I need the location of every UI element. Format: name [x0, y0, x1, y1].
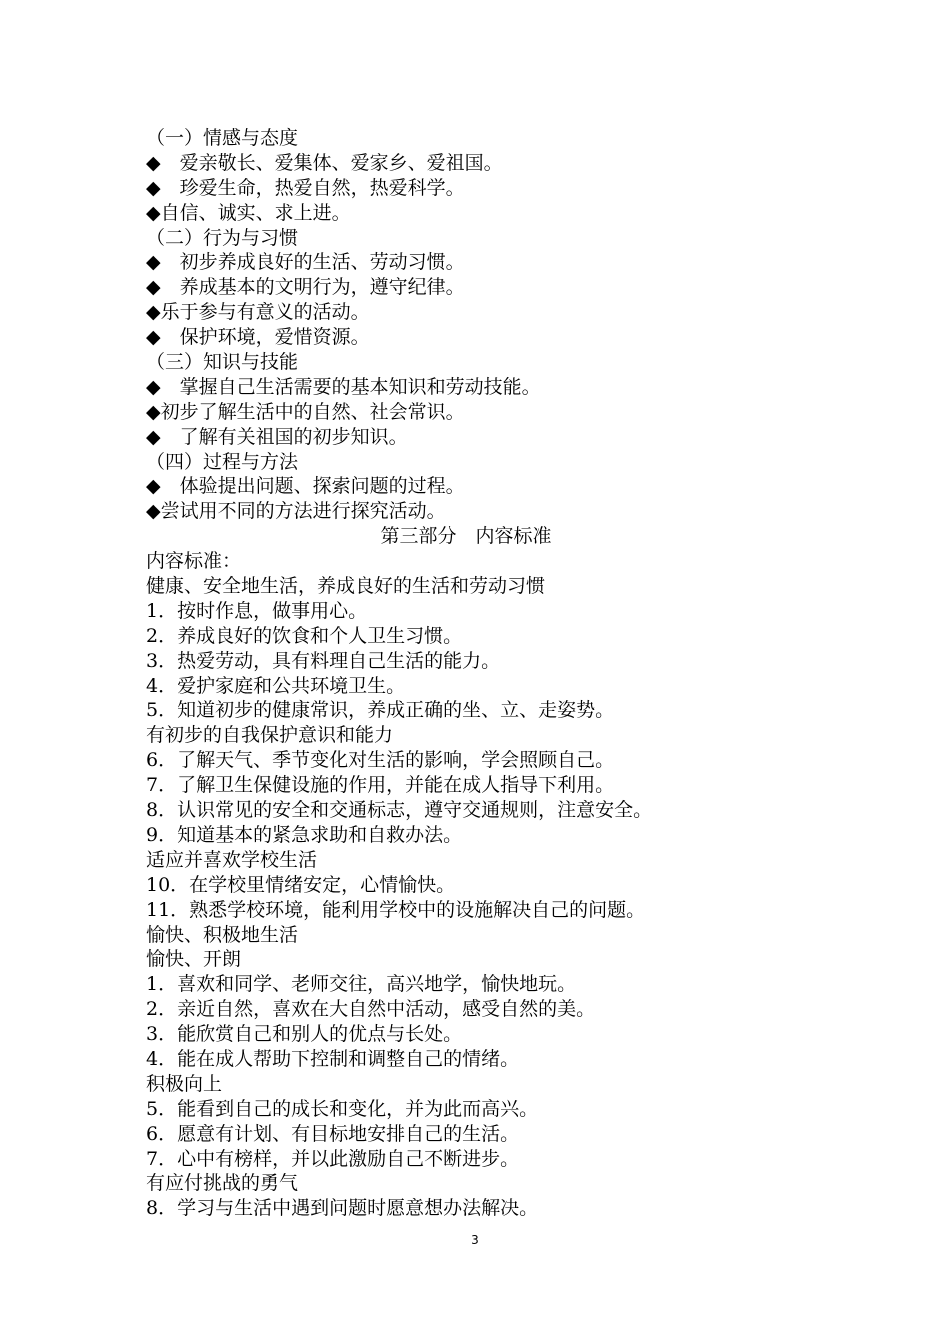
bullet-item: ◆ 爱亲敬长、爱集体、爱家乡、爱祖国。 — [146, 151, 503, 174]
bullet-item: ◆尝试用不同的方法进行探究活动。 — [146, 500, 446, 523]
section-heading: （二）行为与习惯 — [146, 226, 299, 249]
numbered-item: 9．知道基本的紧急求助和自救办法。 — [146, 823, 463, 846]
text-line: 有应付挑战的勇气 — [146, 1172, 299, 1195]
page-number: 3 — [471, 1233, 479, 1247]
document-body — [146, 126, 846, 1221]
numbered-item: 5．知道初步的健康常识，养成正确的坐、立、走姿势。 — [146, 699, 615, 722]
numbered-item: 1．喜欢和同学、老师交往，高兴地学，愉快地玩。 — [146, 973, 577, 996]
numbered-item: 3．热爱劳动，具有料理自己生活的能力。 — [146, 649, 501, 672]
numbered-item: 7．心中有榜样，并以此激励自己不断进步。 — [146, 1147, 520, 1170]
bullet-item: ◆ 掌握自己生活需要的基本知识和劳动技能。 — [146, 375, 541, 398]
numbered-item: 10．在学校里情绪安定，心情愉快。 — [146, 873, 456, 896]
text-line: 内容标准： — [146, 550, 242, 573]
bullet-item: ◆ 初步养成良好的生活、劳动习惯。 — [146, 251, 465, 274]
numbered-item: 8．学习与生活中遇到问题时愿意想办法解决。 — [146, 1197, 539, 1220]
numbered-item: 4．能在成人帮助下控制和调整自己的情绪。 — [146, 1047, 520, 1070]
text-line: 愉快、积极地生活 — [146, 923, 299, 946]
bullet-item: ◆初步了解生活中的自然、社会常识。 — [146, 400, 465, 423]
text-line: 有初步的自我保护意识和能力 — [146, 724, 394, 747]
numbered-item: 2．养成良好的饮食和个人卫生习惯。 — [146, 624, 463, 647]
numbered-item: 6．愿意有计划、有目标地安排自己的生活。 — [146, 1122, 520, 1145]
numbered-item: 11．熟悉学校环境，能利用学校中的设施解决自己的问题。 — [146, 898, 646, 921]
text-line: 健康、安全地生活，养成良好的生活和劳动习惯 — [146, 575, 546, 598]
numbered-item: 7．了解卫生保健设施的作用，并能在成人指导下利用。 — [146, 774, 615, 797]
numbered-item: 4．爱护家庭和公共环境卫生。 — [146, 674, 406, 697]
numbered-item: 2．亲近自然，喜欢在大自然中活动，感受自然的美。 — [146, 998, 596, 1021]
bullet-item: ◆ 了解有关祖国的初步知识。 — [146, 425, 408, 448]
text-line: 积极向上 — [146, 1072, 223, 1095]
bullet-item: ◆ 保护环境，爱惜资源。 — [146, 326, 370, 349]
text-line: 愉快、开朗 — [146, 948, 242, 971]
numbered-item: 1．按时作息，做事用心。 — [146, 599, 368, 622]
numbered-item: 5．能看到自己的成长和变化，并为此而高兴。 — [146, 1097, 539, 1120]
part-title: 第三部分 内容标准 — [380, 525, 552, 548]
numbered-item: 3．能欣赏自己和别人的优点与长处。 — [146, 1023, 463, 1046]
bullet-item: ◆乐于参与有意义的活动。 — [146, 301, 370, 324]
text-line: 适应并喜欢学校生活 — [146, 848, 318, 871]
bullet-item: ◆ 珍爱生命，热爱自然，热爱科学。 — [146, 176, 465, 199]
bullet-item: ◆ 体验提出问题、探索问题的过程。 — [146, 475, 465, 498]
bullet-item: ◆自信、诚实、求上进。 — [146, 201, 351, 224]
section-heading: （三）知识与技能 — [146, 351, 299, 374]
numbered-item: 8．认识常见的安全和交通标志，遵守交通规则，注意安全。 — [146, 799, 653, 822]
bullet-item: ◆ 养成基本的文明行为，遵守纪律。 — [146, 276, 465, 299]
section-heading: （四）过程与方法 — [146, 450, 299, 473]
numbered-item: 6．了解天气、季节变化对生活的影响，学会照顾自己。 — [146, 749, 615, 772]
section-heading: （一）情感与态度 — [146, 127, 299, 149]
